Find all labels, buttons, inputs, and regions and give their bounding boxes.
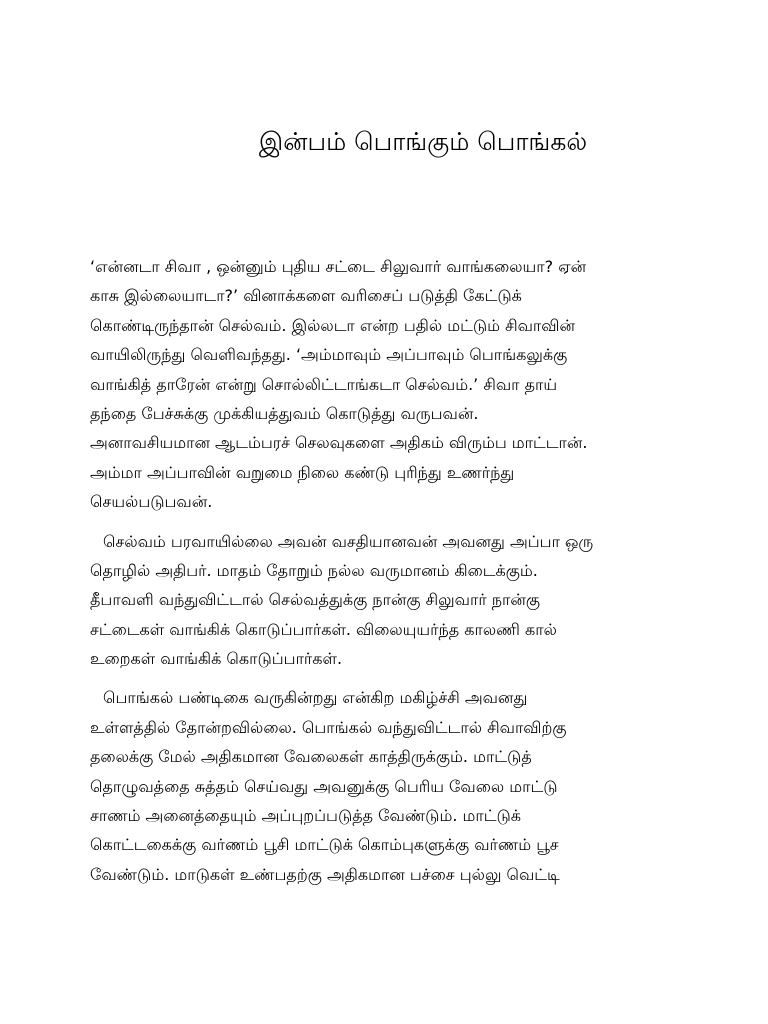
text-line: தலைக்கு மேல் அதிகமான வேலைகள் காத்திருக்கும். மாட்டுத்	[90, 747, 532, 767]
document-title: இன்பம் பொங்கும் பொங்கல்	[258, 127, 588, 156]
text-line: தொழுவத்தை சுத்தம் செய்வது அவனுக்கு பெரிய வேலை மாட்டு	[90, 776, 558, 796]
text-line: காசு இல்லையாடா?’ வினாக்களை வரிசைப் படுத்தி கேட்டுக்	[90, 286, 522, 306]
text-line: அனாவசியமான ஆடம்பரச் செலவுகளை அதிகம் விரும்ப மாட்டான்.	[90, 433, 588, 453]
text-line: தீபாவளி வந்துவிட்டால் செல்வத்துக்கு நான்கு சிலுவார் நான்கு	[90, 590, 541, 610]
text-line: வாங்கித் தாரேன் என்று சொல்லிட்டாங்கடா செல்வம்.’ சிவா தாய்	[90, 374, 558, 394]
text-line: கொட்டகைக்கு வர்ணம் பூசி மாட்டுக் கொம்புகளுக்கு வர்ணம் பூச	[90, 835, 559, 855]
document-body	[90, 252, 690, 889]
text-line: தொழில் அதிபர். மாதம் தோறும் நல்ல வருமானம் கிடைக்கும்.	[90, 560, 538, 580]
text-line: அம்மா அப்பாவின் வறுமை நிலை கண்டு புரிந்து உணர்ந்து	[90, 462, 515, 482]
text-line: ‘என்னடா சிவா , ஒன்னும் புதிய சட்டை சிலுவார் வாங்கலையா? ஏன்	[90, 257, 587, 276]
text-line: கொண்டிருந்தான் செல்வம். இல்லடா என்ற பதில் மட்டும் சிவாவின்	[90, 315, 576, 335]
text-line: வேண்டும். மாடுகள் உண்பதற்கு அதிகமான பச்சை புல்லு வெட்டி	[90, 864, 560, 884]
text-line: செல்வம் பரவாயில்லை அவன் வசதியானவன் அவனது அப்பா ஒரு	[103, 531, 594, 551]
text-line: தந்தை பேச்சுக்கு முக்கியத்துவம் கொடுத்து வருபவன்.	[90, 403, 479, 423]
text-line: பொங்கல் பண்டிகை வருகின்றது என்கிற மகிழ்ச்சி அவனது	[103, 688, 528, 708]
text-line: வாயிலிருந்து வெளிவந்தது. ‘அம்மாவும் அப்பாவும் பொங்கலுக்கு	[90, 345, 568, 365]
text-line: சட்டைகள் வாங்கிக் கொடுப்பார்கள். விலையுயர்ந்த காலணி கால்	[90, 619, 557, 639]
paragraph-2	[90, 527, 690, 674]
paragraph-1	[90, 252, 690, 517]
paragraph-3	[90, 683, 690, 889]
text-line: சாணம் அனைத்தையும் அப்புறப்படுத்த வேண்டும். மாட்டுக்	[90, 806, 521, 826]
text-line: உள்ளத்தில் தோன்றவில்லை. பொங்கல் வந்துவிட்டால் சிவாவிற்கு	[90, 717, 567, 737]
text-line: உறைகள் வாங்கிக் கொடுப்பார்கள்.	[90, 649, 343, 669]
text-line: செயல்படுபவன்.	[90, 492, 213, 512]
